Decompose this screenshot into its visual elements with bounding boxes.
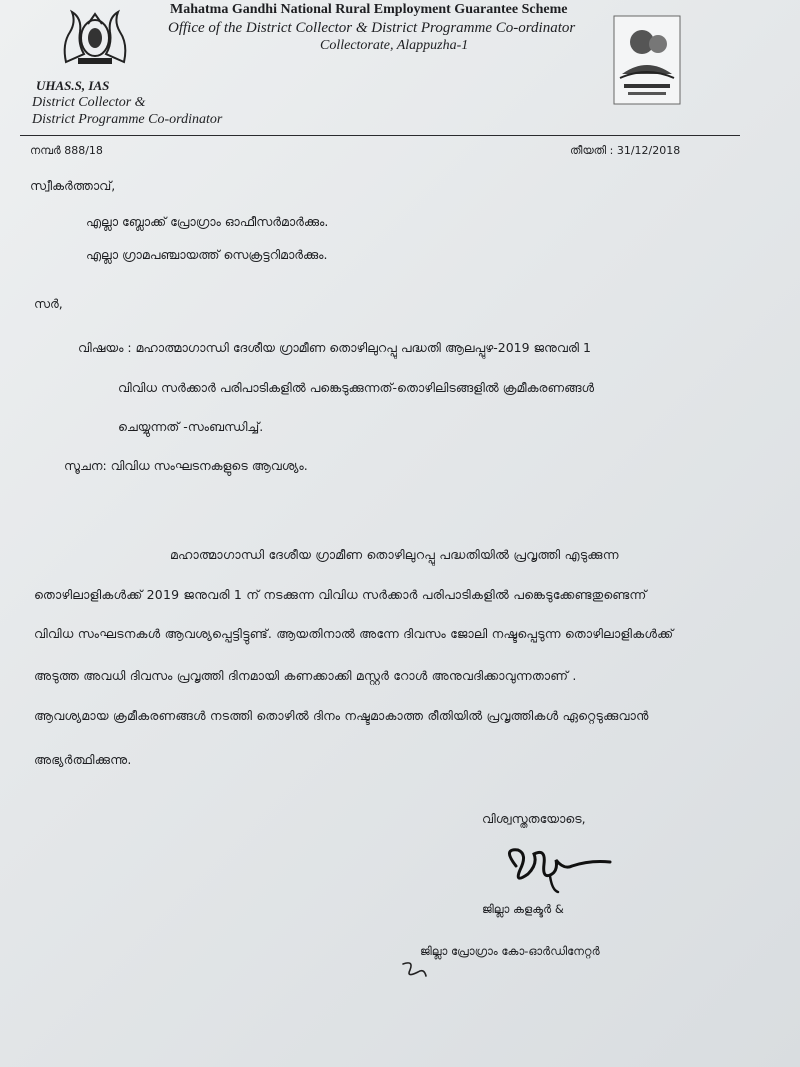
- sender-name: UHAS.S, IAS: [36, 78, 110, 93]
- signatory-title-line1: ജില്ലാ കളക്ടർ &: [482, 902, 564, 916]
- addressee-line: എല്ലാ ബ്ലോക്ക് പ്രോഗ്രാം ഓഫീസർമാർക്കും.: [86, 214, 329, 229]
- letterhead-office: Office of the District Collector & District Programme Co-ordinator: [168, 20, 576, 36]
- body-line: മഹാത്മാഗാന്ധി ദേശീയ ഗ്രാമീണ തൊഴിലുറപ്പു പദ്ധതിയിൽ പ്രവൃത്തി എടുക്കുന്ന: [170, 547, 619, 562]
- reference-note: സൂചന: വിവിധ സംഘടനകളുടെ ആവശ്യം.: [64, 458, 308, 473]
- body-line: അടുത്ത അവധി ദിവസം പ്രവൃത്തി ദിനമായി കണക്കാക്കി മസ്റ്റർ റോൾ അനുവദിക്കാവുന്നതാണ് .: [34, 668, 577, 683]
- sender-title-line1: District Collector &: [32, 95, 146, 110]
- letterhead-org-name: Mahatma Gandhi National Rural Employment Guarantee Scheme: [170, 2, 568, 17]
- subject-line: വിവിധ സർക്കാർ പരിപാടികളിൽ പങ്കെടുക്കുന്നത്-തൊഴിലിടങ്ങളിൽ ക്രമീകരണങ്ങൾ: [118, 380, 595, 395]
- greeting: സർ,: [34, 296, 63, 311]
- kerala-state-emblem-icon: [58, 4, 132, 68]
- subject-line: ചെയ്യുന്നത് -സംബന്ധിച്ച്.: [118, 419, 264, 434]
- letter-date: തീയതി : 31/12/2018: [570, 144, 681, 157]
- reference-number: നമ്പർ 888/18: [30, 144, 103, 157]
- body-line: വിവിധ സംഘടനകൾ ആവശ്യപ്പെട്ടിട്ടുണ്ട്. ആയതിനാൽ അന്നേ ദിവസം ജോലി നഷ്ടപ്പെടുന്ന തൊഴിലാളികൾക്ക്: [34, 626, 674, 641]
- subject-line: വിഷയം : മഹാത്മാഗാന്ധി ദേശീയ ഗ്രാമീണ തൊഴിലുറപ്പു പദ്ധതി ആലപ്പുഴ-2019 ജനുവരി 1: [78, 340, 591, 355]
- body-line: ആവശ്യമായ ക്രമീകരണങ്ങൾ നടത്തി തൊഴിൽ ദിനം നഷ്ടമാകാത്ത രീതിയിൽ പ്രവൃത്തികൾ ഏറ്റെടുക്കുവാൻ: [34, 708, 649, 723]
- header-divider: [20, 135, 740, 136]
- signature-icon: [494, 840, 614, 904]
- initial-mark-icon: [400, 958, 430, 982]
- body-line: അഭ്യർത്ഥിക്കുന്നു.: [34, 752, 132, 767]
- sender-title-line2: District Programme Co-ordinator: [32, 112, 223, 127]
- mgnregs-logo-icon: [612, 14, 682, 106]
- closing: വിശ്വസ്തതയോടെ,: [482, 811, 586, 826]
- addressee-line: എല്ലാ ഗ്രാമപഞ്ചായത്ത് സെക്രട്ടറിമാർക്കും.: [86, 247, 328, 262]
- body-line: തൊഴിലാളികൾക്ക് 2019 ജനുവരി 1 ന് നടക്കുന്ന വിവിധ സർക്കാർ പരിപാടികളിൽ പങ്കെടുക്കേണ്ടതുണ്ടെന്ന്: [34, 587, 647, 602]
- salutation: സ്വീകർത്താവ്,: [30, 178, 116, 193]
- letterhead-address: Collectorate, Alappuzha-1: [320, 38, 469, 53]
- signatory-title-line2: ജില്ലാ പ്രോഗ്രാം കോ-ഓർഡിനേറ്റർ: [420, 944, 600, 958]
